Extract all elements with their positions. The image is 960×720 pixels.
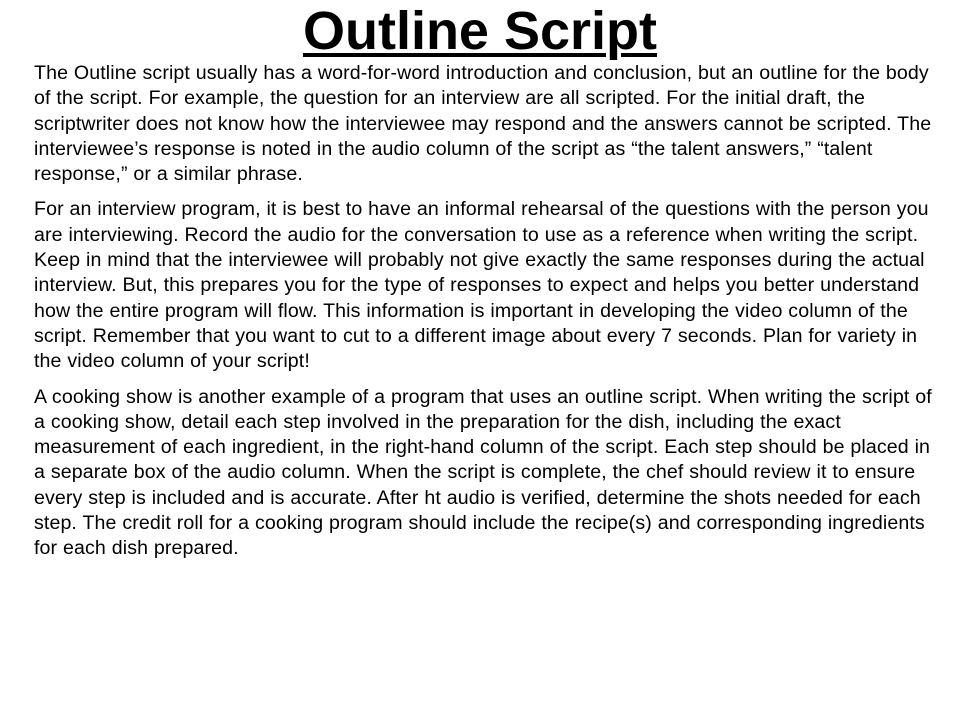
slide-title: Outline Script bbox=[302, 1, 658, 61]
paragraph-cooking-show: A cooking show is another example of a program that uses an outline script. When writing the script of a cooking show, detail each step involved in the preparation for the dish, including the exact measurement of each ingredient, in the right-hand column of the script. Each step should be placed in a separate box of the audio column. When the script is complete, the chef should review it to ensure every step is included and is accurate. After ht audio is verified, determine the shots needed for each step. The credit roll for a cooking program should include the recipe(s) and corresponding ingredients for each dish prepared. bbox=[34, 385, 932, 560]
paragraph-interview: For an interview program, it is best to have an informal rehearsal of the questions with the person you are interviewing. Record the audio for the conversation to use as a reference when writing the script. Keep in mind that the interviewee will probably not give exactly the same responses during the actual interview. But, this prepares you for the type of responses to expect and helps you better understand how the entire program will flow. This information is important in developing the video column of the script. Remember that you want to cut to a different image about every 7 seconds. Plan for variety in the video column of your script! bbox=[34, 198, 929, 373]
slide-body bbox=[34, 61, 940, 572]
paragraph-intro: The Outline script usually has a word-for-word introduction and conclusion, but an outline for the body of the script. For example, the question for an interview are all scripted. For the initial draft, the scriptwriter does not know how the interviewee may respond and the answers cannot be scripted. The interviewee’s response is noted in the audio column of the script as “the talent answers,” “talent response,” or a similar phrase. bbox=[34, 62, 932, 186]
